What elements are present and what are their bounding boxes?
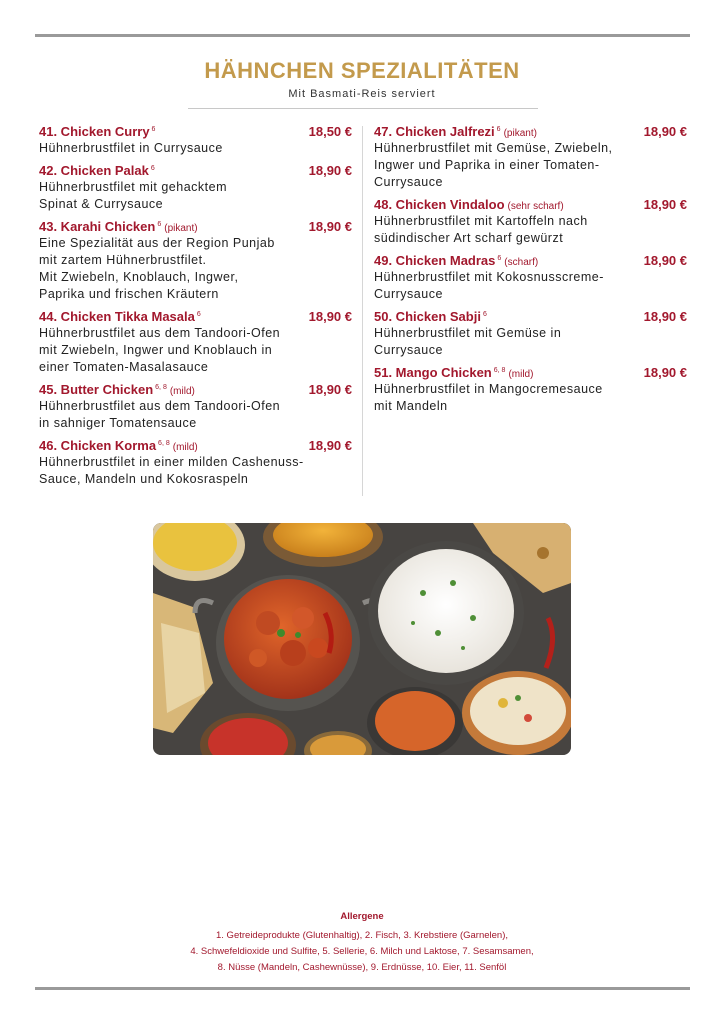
menu-item-title: 41. Chicken Curry xyxy=(39,124,150,139)
menu-item-name xyxy=(39,309,201,324)
menu-item-title: 46. Chicken Korma xyxy=(39,438,157,453)
menu-item-description: in sahniger Tomatensauce xyxy=(39,416,197,430)
menu-item-description: Spinat & Currysauce xyxy=(39,197,164,211)
menu-item-header xyxy=(39,438,352,453)
menu-item xyxy=(374,197,687,247)
menu-item-header xyxy=(374,197,687,212)
menu-item-title: 51. Mango Chicken xyxy=(374,365,492,380)
allergen-codes: 6 xyxy=(496,125,501,133)
menu-item-description: Hühnerbrustfilet mit Kartoffeln nach xyxy=(374,214,588,228)
menu-item-price: 18,50 € xyxy=(308,124,352,139)
menu-item-description: Eine Spezialität aus der Region Punjab xyxy=(39,236,275,250)
menu-item xyxy=(39,438,352,488)
allergens-section xyxy=(0,911,724,976)
menu-item xyxy=(374,365,687,415)
allergens-line: 1. Getreideprodukte (Glutenhaltig), 2. Fisch, 3. Krebstiere (Garnelen), xyxy=(216,930,508,941)
menu-item-name xyxy=(374,197,564,212)
menu-item-description: Ingwer und Paprika in einer Tomaten- xyxy=(374,158,600,172)
menu-item-price: 18,90 € xyxy=(643,253,687,268)
title-divider xyxy=(188,108,538,109)
menu-item xyxy=(374,253,687,303)
menu-item-description: Hühnerbrustfilet aus dem Tandoori-Ofen xyxy=(39,399,281,413)
menu-item-title: 48. Chicken Vindaloo xyxy=(374,197,505,212)
menu-item-header xyxy=(374,365,687,380)
menu-item xyxy=(374,124,687,191)
menu-item-name xyxy=(374,309,487,324)
spice-level-note: (sehr scharf) xyxy=(507,201,564,212)
menu-item-header xyxy=(39,219,352,234)
menu-item-description: Hühnerbrustfilet in Mangocremesauce xyxy=(374,382,603,396)
menu-item-price: 18,90 € xyxy=(643,124,687,139)
menu-item xyxy=(374,309,687,359)
menu-item-header xyxy=(39,124,352,139)
menu-item-price: 18,90 € xyxy=(643,197,687,212)
menu-item-name xyxy=(39,163,155,178)
spice-level-note: (pikant) xyxy=(503,128,537,139)
menu-item-description: Currysauce xyxy=(374,343,443,357)
column-divider xyxy=(362,126,363,496)
allergen-codes: 6, 8 xyxy=(158,439,170,447)
menu-item-price: 18,90 € xyxy=(308,219,352,234)
menu-item-title: 45. Butter Chicken xyxy=(39,382,154,397)
menu-item-price: 18,90 € xyxy=(308,163,352,178)
menu-item-title: 43. Karahi Chicken xyxy=(39,219,156,234)
menu-item-name xyxy=(374,253,538,268)
menu-item xyxy=(39,124,352,157)
menu-item-title: 42. Chicken Palak xyxy=(39,163,149,178)
menu-item-title: 44. Chicken Tikka Masala xyxy=(39,309,195,324)
menu-item-price: 18,90 € xyxy=(308,309,352,324)
menu-item-description: mit zartem Hühnerbrustfilet. xyxy=(39,253,207,267)
menu-item-name xyxy=(39,124,155,139)
menu-item-header xyxy=(374,309,687,324)
bottom-rule xyxy=(35,987,690,990)
allergens-line: 4. Schwefeldioxide und Sulfite, 5. Sellerie, 6. Milch und Laktose, 7. Sesamsamen, xyxy=(190,946,534,957)
menu-item-description: Hühnerbrustfilet mit Gemüse in xyxy=(374,326,562,340)
menu-column-right xyxy=(374,124,687,421)
menu-item-header xyxy=(39,382,352,397)
menu-item-description: südindischer Art scharf gewürzt xyxy=(374,231,564,245)
page-title: HÄHNCHEN SPEZIALITÄTEN xyxy=(204,58,520,83)
spice-level-note: (mild) xyxy=(172,442,198,453)
menu-item-price: 18,90 € xyxy=(643,365,687,380)
menu-item-header xyxy=(374,253,687,268)
menu-item xyxy=(39,219,352,303)
menu-item-header xyxy=(39,309,352,324)
menu-item-name xyxy=(39,382,195,397)
allergens-line: 8. Nüsse (Mandeln, Cashewnüsse), 9. Erdnüsse, 10. Eier, 11. Senföl xyxy=(217,962,507,973)
menu-item-description: Hühnerbrustfilet aus dem Tandoori-Ofen xyxy=(39,326,281,340)
menu-item-description: mit Mandeln xyxy=(374,399,448,413)
menu-item-name xyxy=(374,365,533,380)
menu-item-price: 18,90 € xyxy=(308,438,352,453)
menu-item-header xyxy=(374,124,687,139)
menu-item-description: Currysauce xyxy=(374,175,443,189)
page-subtitle: Mit Basmati-Reis serviert xyxy=(288,88,436,100)
allergen-codes: 6 xyxy=(497,254,502,262)
menu-item xyxy=(39,163,352,213)
menu-item-name xyxy=(39,438,198,453)
menu-item-description: mit Zwiebeln, Ingwer und Knoblauch in xyxy=(39,343,273,357)
menu-item-description: Currysauce xyxy=(374,287,443,301)
allergen-codes: 6, 8 xyxy=(493,366,506,374)
allergen-codes: 6 xyxy=(196,310,201,318)
allergen-codes: 6 xyxy=(157,220,162,228)
spice-level-note: (mild) xyxy=(169,386,195,397)
food-photo xyxy=(153,523,571,755)
spice-level-note: (scharf) xyxy=(504,257,539,268)
menu-item xyxy=(39,382,352,432)
spice-level-note: (mild) xyxy=(508,369,534,380)
menu-item-title: 47. Chicken Jalfrezi xyxy=(374,124,495,139)
menu-item-description: Hühnerbrustfilet in einer milden Cashenuss- xyxy=(39,455,304,469)
menu-item-price: 18,90 € xyxy=(308,382,352,397)
menu-item-description: Hühnerbrustfilet in Currysauce xyxy=(39,141,223,155)
top-rule xyxy=(35,34,690,37)
allergen-codes: 6 xyxy=(482,310,487,318)
menu-column-left xyxy=(39,124,352,494)
allergen-codes: 6 xyxy=(151,125,156,133)
menu-item-description: Sauce, Mandeln und Kokosraspeln xyxy=(39,472,249,486)
allergens-title: Allergene xyxy=(340,911,384,922)
menu-item-description: einer Tomaten-Masalasauce xyxy=(39,360,209,374)
menu-item-header xyxy=(39,163,352,178)
allergen-codes: 6, 8 xyxy=(155,383,167,391)
menu-item xyxy=(39,309,352,376)
menu-item-title: 49. Chicken Madras xyxy=(374,253,496,268)
menu-item-description: Hühnerbrustfilet mit Gemüse, Zwiebeln, xyxy=(374,141,613,155)
menu-item-price: 18,90 € xyxy=(643,309,687,324)
spice-level-note: (pikant) xyxy=(164,223,198,234)
menu-item-description: Hühnerbrustfilet mit Kokosnusscreme- xyxy=(374,270,604,284)
menu-item-description: Paprika und frischen Kräutern xyxy=(39,287,219,301)
menu-item-description: Mit Zwiebeln, Knoblauch, Ingwer, xyxy=(39,270,239,284)
menu-item-description: Hühnerbrustfilet mit gehacktem xyxy=(39,180,227,194)
allergen-codes: 6 xyxy=(150,164,155,172)
menu-item-title: 50. Chicken Sabji xyxy=(374,309,481,324)
menu-item-name xyxy=(374,124,537,139)
menu-item-name xyxy=(39,219,198,234)
